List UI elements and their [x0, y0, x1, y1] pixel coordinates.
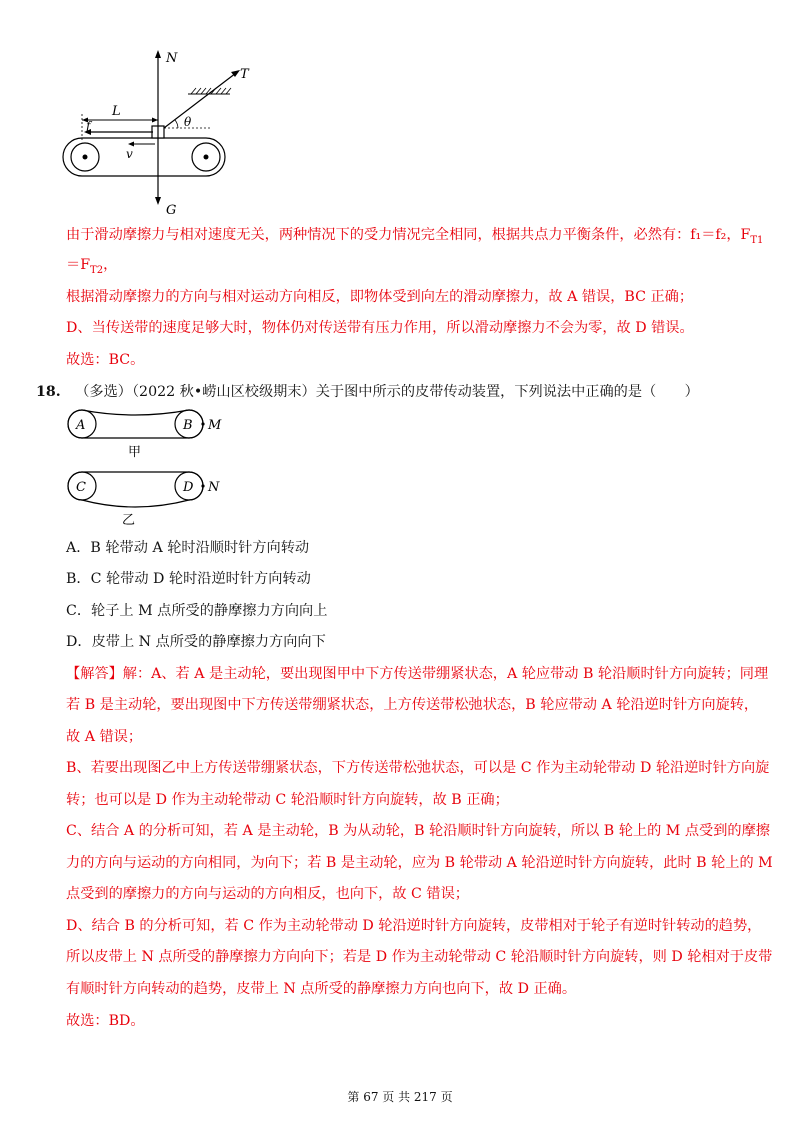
wheel-A-label: A [76, 418, 86, 433]
solution-17-line1: 由于滑动摩擦力与相对速度无关，两种情况下的受力情况完全相同，根据共点力平衡条件，必然有：f₁＝f₂，$F_{T1}$ [66, 227, 764, 246]
solution-17-line3: 根据滑动摩擦力的方向与相对运动方向相反，即物体受到向左的滑动摩擦力，故 A 错误，BC 正确； [66, 289, 694, 305]
solution-18-line: 转；也可以是 D 作为主动轮带动 C 轮沿顺时针方向旋转，故 B 正确； [66, 792, 509, 808]
solution-18-line: 【解答】解：A、若 A 是主动轮，要出现图甲中下方传送带绷紧状态，A 轮应带动 B 轮沿顺时针方向旋转；同理 [66, 666, 769, 682]
solution-17-line2: $=F_{T2}$， [66, 257, 118, 276]
conveyor-force-diagram [60, 40, 260, 220]
option-A: A．B 轮带动 A 轮时沿顺时针方向转动 [66, 540, 310, 556]
solution-18-line: 点受到的摩擦力的方向与运动的方向相反，也向下，故 C 错误； [66, 886, 469, 902]
solution-18-line: 力的方向与运动的方向相同，为向下；若 B 是主动轮，应为 B 轮带动 A 轮沿逆时针方向旋转，此时 B 轮上的 M [66, 855, 773, 871]
label-T: T [240, 67, 249, 82]
solution-18-line: 有顺时针方向转动的趋势，皮带上 N 点所受的静摩擦力方向也向下，故 D 正确。 [66, 981, 577, 997]
solution-18-line: D、结合 B 的分析可知，若 C 作为主动轮带动 D 轮沿逆时针方向旋转，皮带相对于轮子有逆时针转动的趋势， [66, 918, 762, 934]
point-M-label: M [208, 418, 222, 433]
question-stem: （多选）（2022 秋•崂山区校级期末）关于图中所示的皮带传动装置，下列说法中正确的是（ ） [75, 384, 699, 400]
solution-17-line4: D、当传送带的速度足够大时，物体仍对传送带有压力作用，所以滑动摩擦力不会为零，故 D 错误。 [66, 320, 694, 336]
solution-18-line: C、结合 A 的分析可知，若 A 是主动轮，B 为从动轮，B 轮沿顺时针方向旋转，所以 B 轮上的 M 点受到的摩擦 [66, 823, 770, 839]
solution-18-line: 所以皮带上 N 点所受的静摩擦力方向向下；若是 D 作为主动轮带动 C 轮沿顺时针方向旋转，则 D 轮相对于皮带 [66, 949, 773, 965]
wheel-B-label: B [183, 418, 193, 433]
label-theta: θ [184, 115, 192, 129]
option-B: B．C 轮带动 D 轮时沿逆时针方向转动 [66, 571, 311, 587]
belt-drive-diagram [62, 402, 242, 530]
option-D: D．皮带上 N 点所受的静摩擦力方向向下 [66, 634, 326, 650]
solution-18-line: 若 B 是主动轮，要出现图中下方传送带绷紧状态，上方传送带松弛状态，B 轮应带动 A 轮沿逆时针方向旋转， [66, 697, 759, 713]
label-L: L [112, 104, 121, 119]
option-C: C．轮子上 M 点所受的静摩擦力方向向上 [66, 603, 328, 619]
solution-18-line: 故 A 错误； [66, 729, 143, 745]
wheel-C-label: C [76, 480, 86, 495]
page-footer: 第 67 页 共 217 页 [347, 1090, 453, 1104]
point-N-label: N [208, 480, 220, 495]
question-number: 18. [36, 384, 61, 400]
solution-17-answer: 故选：BC。 [66, 352, 145, 368]
label-v: v [126, 147, 133, 161]
label-G: G [166, 203, 177, 218]
label-N: N [166, 51, 178, 66]
solution-18-line: B、若要出现图乙中上方传送带绷紧状态，下方传送带松弛状态，可以是 C 作为主动轮带动 D 轮沿逆时针方向旋 [66, 760, 770, 776]
wheel-D-label: D [183, 480, 194, 495]
question-18 [36, 382, 699, 402]
figure-yi-label: 乙 [122, 513, 136, 528]
label-f: f [86, 119, 91, 133]
solution-18-answer: 故选：BD。 [66, 1013, 145, 1029]
figure-jia-label: 甲 [128, 445, 142, 460]
